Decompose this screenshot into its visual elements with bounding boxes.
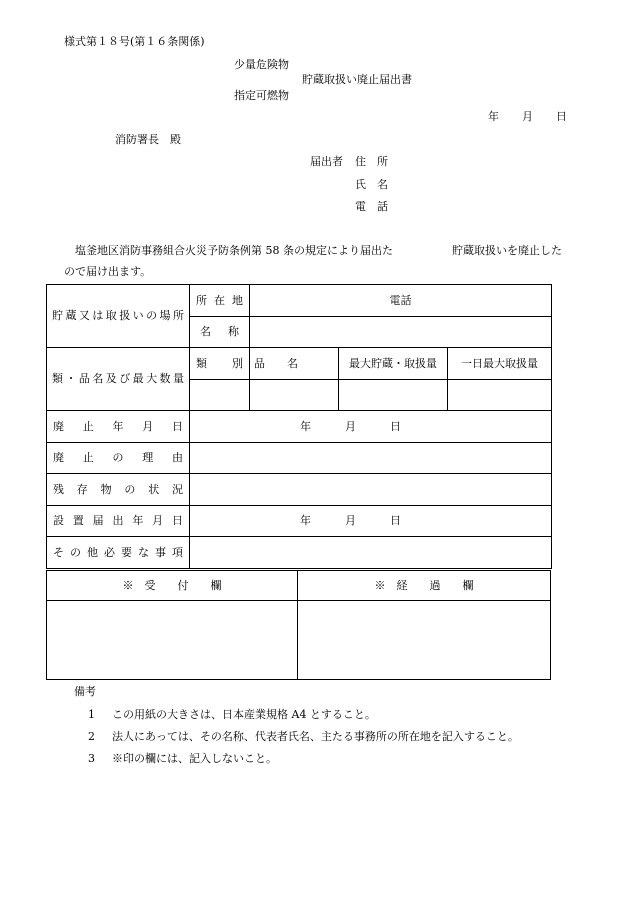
statement-text-3: ので届け出ます。 bbox=[64, 265, 152, 278]
facility-name-label: 名称 bbox=[190, 317, 250, 348]
statement-text-2: 貯蔵取扱いを廃止した bbox=[452, 244, 562, 257]
category-small-hazard: 少量危険物 bbox=[234, 58, 289, 71]
item-column-header: 品 名 bbox=[250, 348, 339, 380]
max-storage-value-field[interactable] bbox=[339, 380, 448, 411]
form-number: 様式第１８号(第１６条関係) bbox=[64, 35, 205, 48]
install-date-field[interactable] bbox=[190, 506, 552, 537]
class-column-header: 類別 bbox=[190, 348, 250, 380]
document-title: 貯蔵取扱い廃止届出書 bbox=[302, 73, 412, 86]
applicant-phone-label: 電 話 bbox=[355, 200, 388, 213]
facility-name-field[interactable] bbox=[250, 317, 552, 348]
abolish-reason-field[interactable] bbox=[190, 443, 552, 474]
date-day-label: 日 bbox=[556, 110, 567, 123]
abolish-reason-label: 廃止の理由 bbox=[47, 443, 190, 474]
residue-status-label: 残存物の状況 bbox=[47, 474, 190, 506]
applicant-label: 届出者 bbox=[310, 155, 343, 168]
category-designated-combustible: 指定可燃物 bbox=[234, 89, 289, 102]
date-year-label: 年 bbox=[488, 110, 499, 123]
office-use-section bbox=[46, 570, 551, 680]
daily-max-column-header: 一日最大取扱量 bbox=[448, 348, 552, 380]
class-value-field[interactable] bbox=[190, 380, 250, 411]
progress-column-header: ※ 経 過 欄 bbox=[374, 579, 474, 592]
location-label: 所在地 bbox=[190, 285, 250, 317]
install-day-label: 日 bbox=[390, 514, 401, 527]
location-phone-field[interactable] bbox=[250, 285, 552, 317]
note-text-1: この用紙の大きさは、日本産業規格 A4 とすること。 bbox=[112, 708, 376, 721]
notes-title: 備考 bbox=[74, 685, 96, 698]
install-date-label: 設置届出年月日 bbox=[47, 506, 190, 537]
statement-text-1: 塩釜地区消防事務組合火災予防条例第 58 条の規定により届出た bbox=[75, 244, 393, 257]
abolish-date-field[interactable] bbox=[190, 411, 552, 443]
location-phone-label: 電話 bbox=[389, 293, 412, 307]
residue-status-field[interactable] bbox=[190, 474, 552, 506]
item-value-field[interactable] bbox=[250, 380, 339, 411]
other-matters-field[interactable] bbox=[190, 537, 552, 569]
abolish-day-label: 日 bbox=[390, 419, 401, 433]
note-number-1: 1 bbox=[88, 708, 95, 721]
addressee: 消防署長 殿 bbox=[115, 133, 181, 146]
note-text-2: 法人にあっては、その名称、代表者氏名、主たる事務所の所在地を記入すること。 bbox=[112, 730, 519, 743]
header-divider bbox=[47, 600, 550, 601]
install-month-label: 月 bbox=[345, 514, 356, 527]
daily-max-value-field[interactable] bbox=[448, 380, 552, 411]
applicant-address-label: 住 所 bbox=[355, 155, 388, 168]
abolish-year-label: 年 bbox=[300, 419, 311, 433]
abolish-date-label: 廃止年月日 bbox=[47, 411, 190, 443]
column-divider bbox=[297, 571, 298, 679]
install-year-label: 年 bbox=[300, 514, 311, 527]
abolish-month-label: 月 bbox=[345, 419, 356, 433]
date-month-label: 月 bbox=[522, 110, 533, 123]
note-number-2: 2 bbox=[88, 730, 95, 743]
other-matters-label: その他必要な事項 bbox=[47, 537, 190, 569]
notification-form-table bbox=[46, 284, 552, 569]
applicant-name-label: 氏 名 bbox=[355, 178, 388, 191]
max-storage-column-header: 最大貯蔵・取扱量 bbox=[339, 348, 448, 380]
note-number-3: 3 bbox=[88, 752, 95, 765]
reception-column-header: ※ 受 付 欄 bbox=[122, 579, 222, 592]
note-text-3: ※印の欄には、記入しないこと。 bbox=[112, 752, 277, 765]
storage-place-label: 貯蔵又は取扱いの場所 bbox=[47, 285, 190, 348]
quantity-label: 類・品名及び最大数量 bbox=[47, 348, 190, 411]
